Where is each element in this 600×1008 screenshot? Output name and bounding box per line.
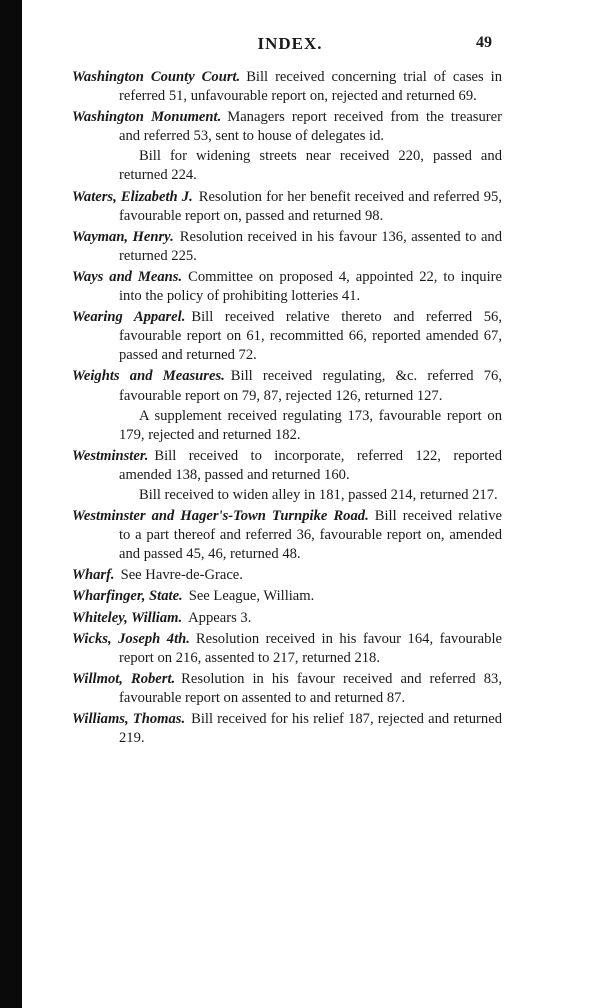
- entry-heading: Wharfinger, State.: [72, 588, 183, 605]
- index-entry: [72, 68, 502, 106]
- entry-text: Bill received concerning trial of cases in referred 51, unfavourable report on, rejected and returned 69.: [119, 69, 502, 105]
- entry-heading: Wayman, Henry.: [72, 228, 174, 245]
- running-title: INDEX.: [257, 34, 323, 53]
- entry-heading: Ways and Means.: [72, 268, 183, 285]
- index-entry: [72, 188, 502, 226]
- entry-text: Appears 3.: [188, 609, 252, 626]
- page-number: 49: [476, 34, 492, 51]
- entry-heading: Westminster and Hager's-Town Turnpike Road.: [72, 508, 369, 525]
- entry-heading: Westminster.: [72, 447, 149, 464]
- entry-heading: Wharf.: [72, 567, 115, 584]
- index-entries: [72, 68, 502, 750]
- entry-heading: Whiteley, William.: [72, 609, 183, 626]
- index-entry: [72, 268, 502, 306]
- page-header: [0, 34, 600, 58]
- index-entry: [72, 710, 502, 748]
- index-entry: [72, 228, 502, 266]
- index-entry: [72, 308, 502, 365]
- index-entry: [72, 507, 502, 564]
- entry-text: Resolution in his favour received and referred 83, favourable report on assented to and returned 87.: [119, 670, 502, 706]
- entry-text: Committee on proposed 4, appointed 22, to inquire into the policy of prohibiting lotteries 41.: [119, 268, 502, 305]
- entry-text: Bill received relative thereto and referred 56, favourable report on 61, recommitted 66, reported amended 67, passed and returned 72.: [119, 309, 502, 364]
- entry-subentry: Bill received to widen alley in 181, passed 214, returned 217.: [139, 486, 498, 503]
- entry-text: Resolution for her benefit received and referred 95, favourable report on, passed and returned 98.: [119, 188, 502, 224]
- index-entry: [72, 670, 502, 708]
- index-entry: [72, 367, 502, 444]
- entry-text: Bill received to incorporate, referred 122, reported amended 138, passed and returned 160.: [119, 447, 502, 483]
- entry-text: Bill received regulating, &c. referred 76, favourable report on 79, 87, rejected 126, returned 127.: [119, 368, 503, 404]
- index-entry: [72, 108, 502, 185]
- entry-text: See League, William.: [188, 588, 315, 605]
- index-entry: [72, 566, 502, 585]
- index-entry: [72, 587, 502, 606]
- index-entry: [72, 630, 502, 668]
- entry-heading: Weights and Measures.: [72, 368, 225, 385]
- index-entry: [72, 609, 502, 628]
- entry-heading: Waters, Elizabeth J.: [72, 188, 193, 205]
- entry-subentry: A supplement received regulating 173, favourable report on 179, rejected and returned 182.: [119, 407, 502, 443]
- entry-subentry: Bill for widening streets near received 220, passed and returned 224.: [119, 148, 502, 184]
- entry-heading: Wearing Apparel.: [72, 309, 186, 326]
- entry-heading: Washington County Court.: [72, 69, 241, 85]
- index-entry: [72, 447, 502, 505]
- page-binding-edge: [0, 0, 22, 1008]
- entry-heading: Washington Monument.: [72, 109, 222, 126]
- entry-text: Bill received for his relief 187, rejected and returned 219.: [119, 711, 502, 747]
- entry-text: Resolution received in his favour 136, assented to and returned 225.: [119, 228, 503, 264]
- entry-text: Managers report received from the treasurer and referred 53, sent to house of delegates id.: [119, 109, 502, 145]
- entry-text: See Havre-de-Grace.: [120, 567, 243, 584]
- entry-text: Bill received relative to a part thereof and referred 36, favourable report on, amended and passed 45, 46, returned 48.: [119, 508, 503, 563]
- entry-heading: Wicks, Joseph 4th.: [72, 630, 190, 647]
- entry-heading: Willmot, Robert.: [72, 670, 176, 687]
- entry-text: Resolution received in his favour 164, favourable report on 216, assented to 217, returned 218.: [119, 630, 502, 666]
- entry-heading: Williams, Thomas.: [72, 711, 186, 727]
